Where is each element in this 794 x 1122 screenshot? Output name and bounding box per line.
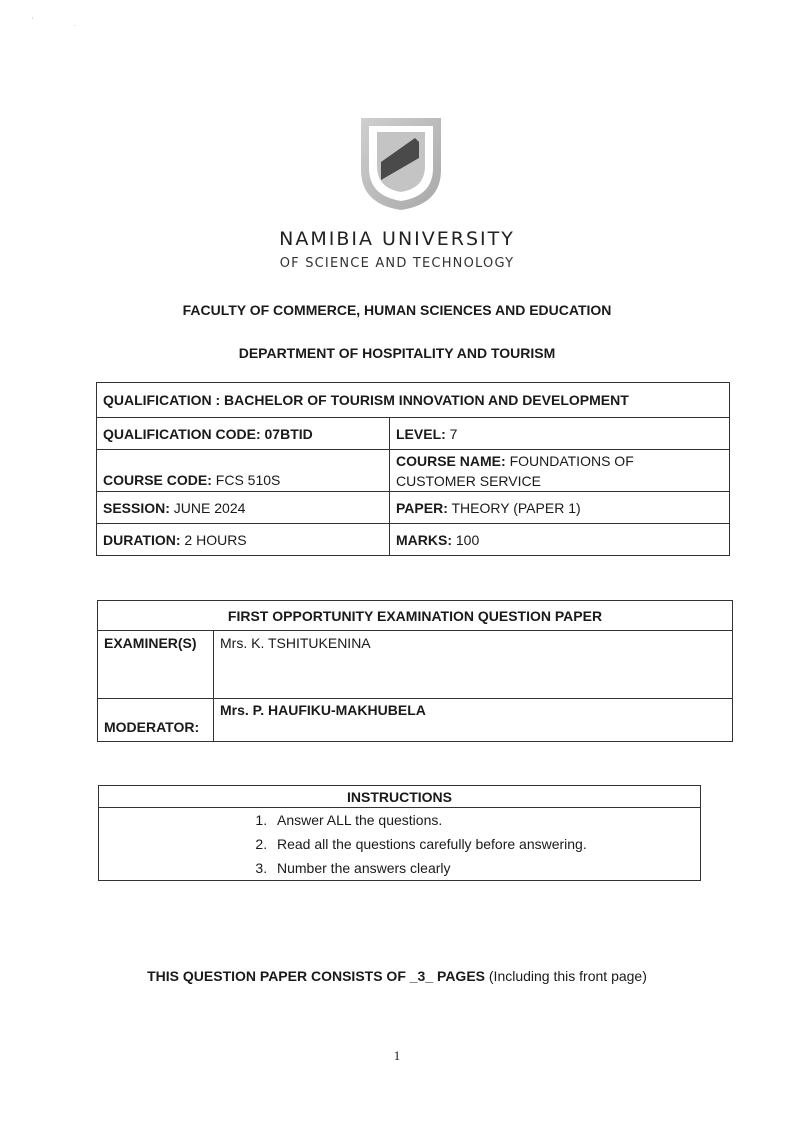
scan-mark: ' — [32, 18, 34, 24]
session-label: SESSION: — [103, 499, 170, 516]
paper-value: THEORY (PAPER 1) — [451, 499, 581, 516]
page-number: 1 — [393, 1048, 401, 1063]
level-cell — [390, 418, 730, 450]
page-count-statement — [0, 968, 794, 984]
qualification-cell: QUALIFICATION : BACHELOR OF TOURISM INNOVATION AND DEVELOPMENT — [97, 383, 730, 418]
course-name-value-line2: CUSTOMER SERVICE — [396, 472, 541, 489]
duration-cell — [97, 524, 390, 556]
course-code-cell — [97, 450, 390, 492]
course-details-table — [96, 382, 730, 556]
paper-cell — [390, 492, 730, 524]
marks-label: MARKS: — [396, 531, 452, 548]
instruction-item: 3. Number the answers clearly — [271, 856, 700, 880]
course-code-label: COURSE CODE: — [103, 472, 212, 488]
course-name-label: COURSE NAME: — [396, 452, 506, 469]
duration-label: DURATION: — [103, 531, 181, 548]
exam-title-cell: FIRST OPPORTUNITY EXAMINATION QUESTION PAPER — [98, 601, 733, 631]
instructions-table — [98, 785, 701, 881]
university-subtitle: OF SCIENCE AND TECHNOLOGY — [279, 256, 515, 271]
instruction-item: 2. Read all the questions carefully before answering. — [271, 832, 700, 856]
moderator-value: Mrs. P. HAUFIKU-MAKHUBELA — [214, 699, 733, 742]
examiner-value: Mrs. K. TSHITUKENINA — [214, 631, 733, 699]
scan-mark: . — [74, 22, 76, 28]
examiner-label: EXAMINER(S) — [98, 631, 214, 699]
page-count-bold: THIS QUESTION PAPER CONSISTS OF _3_ PAGES — [147, 968, 485, 984]
department-heading: DEPARTMENT OF HOSPITALITY AND TOURISM — [238, 345, 556, 361]
instruction-item: 1. Answer ALL the questions. — [271, 808, 700, 832]
session-cell — [97, 492, 390, 524]
level-value: 7 — [449, 425, 458, 442]
page-count-note: (Including this front page) — [488, 968, 647, 984]
level-label: LEVEL: — [396, 425, 446, 442]
course-name-cell — [390, 450, 730, 492]
university-logo — [355, 112, 447, 212]
university-name: NAMIBIA UNIVERSITY — [279, 228, 515, 250]
course-name-value: FOUNDATIONS OF — [509, 452, 634, 469]
qualification-code-value: 07BTID — [264, 425, 313, 442]
qualification-code-cell — [97, 418, 390, 450]
marks-value: 100 — [455, 531, 480, 548]
faculty-heading: FACULTY OF COMMERCE, HUMAN SCIENCES AND EDUCATION — [182, 302, 612, 318]
course-code-value: FCS 510S — [215, 472, 281, 488]
marks-cell — [390, 524, 730, 556]
moderator-label: MODERATOR: — [98, 699, 214, 742]
duration-value: 2 HOURS — [184, 531, 247, 548]
instructions-body — [99, 808, 701, 881]
instructions-list — [99, 808, 700, 880]
examiners-table — [97, 600, 733, 742]
paper-label: PAPER: — [396, 499, 448, 516]
session-value: JUNE 2024 — [173, 499, 246, 516]
qualification-code-label: QUALIFICATION CODE: — [103, 425, 261, 442]
instructions-title: INSTRUCTIONS — [99, 786, 701, 808]
